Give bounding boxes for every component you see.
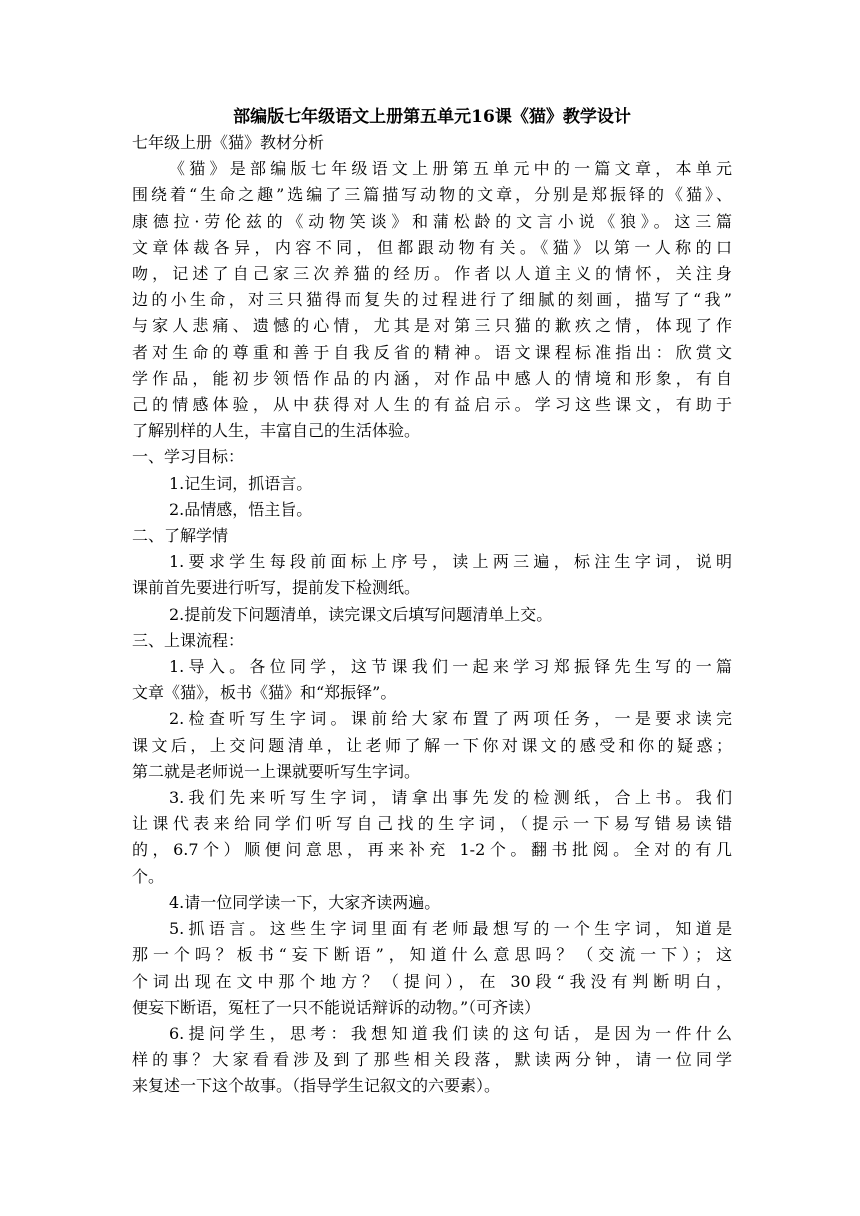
paragraph-line: 便妄下断语，冤枉了一只不能说话辩诉的动物。”（可齐读） [132,997,541,1017]
paragraph-line: 己的情感体验，从中获得对人生的有益启示。学习这些课文，有助于 [132,395,732,415]
section-heading-student-situation: 二、了解学情 [132,526,229,546]
flow-step-2 [132,706,732,785]
situation-item-2: 2.提前发下问题清单，读完课文后填写问题清单上交。 [169,604,553,624]
paragraph-line: 《猫》是部编版七年级语文上册第五单元中的一篇文章，本单元 [169,159,732,179]
paragraph-line: 学作品，能初步领悟作品的内涵，对作品中感人的情境和形象，有自 [132,368,732,388]
section-heading-goals: 一、学习目标： [132,447,245,467]
paragraph-line: 了解别样的人生，丰富自己的生活体验。 [132,421,421,441]
paragraph-line: 样的事？大家看看涉及到了那些相关段落，默读两分钟，请一位同学 [132,1050,732,1070]
paragraph-line: 第二就是老师说一上课就要听写生字词。 [132,761,421,781]
flow-step-1 [132,654,732,706]
paragraph-line: 6.提问学生，思考：我想知道我们读的这句话，是因为一件什么 [169,1023,732,1043]
paragraph-line: 吻，记述了自己家三次养猫的经历。作者以人道主义的情怀，关注身 [132,264,732,284]
flow-step-3 [132,785,732,890]
document-page [132,104,732,1100]
paragraph-line: 围绕着“生命之趣”选编了三篇描写动物的文章，分别是郑振铎的《猫》、 [132,185,732,205]
analysis-paragraph [132,156,732,444]
document-title: 部编版七年级语文上册第五单元16课《猫》教学设计 [233,107,631,127]
paragraph-line: 2.检查听写生字词。课前给大家布置了两项任务，一是要求读完 [169,709,732,729]
paragraph-line: 的，6.7个）顺便问意思，再来补充 1-2个。翻书批阅。全对的有几 [132,840,732,860]
paragraph-line: 个。 [132,866,165,886]
paragraph-line: 课文后，上交问题清单，让老师了解一下你对课文的感受和你的疑惑； [132,735,732,755]
goal-item: 1.记生词，抓语言。 [169,473,313,493]
paragraph-line: 个词出现在文中那个地方？（提问），在 30段“我没有判断明白， [132,971,732,991]
paragraph-line: 5.抓语言。这些生字词里面有老师最想写的一个生字词，知道是 [169,919,732,939]
paragraph-line: 文章体裁各异，内容不同，但都跟动物有关。《猫》以第一人称的口 [132,237,732,257]
section-heading-class-flow: 三、上课流程： [132,630,245,650]
paragraph-line: 那一个吗？板书“妄下断语”，知道什么意思吗？（交流一下）；这 [132,945,732,965]
paragraph-line: 让课代表来给同学们听写自己找的生字词，（提示一下易写错易读错 [132,814,732,834]
paragraph-line: 课前首先要进行听写，提前发下检测纸。 [132,578,421,598]
flow-step-5 [132,916,732,1021]
paragraph-line: 1.要求学生每段前面标上序号，读上两三遍，标注生字词，说明 [169,552,732,572]
flow-step-4: 4.请一位同学读一下，大家齐读两遍。 [169,892,441,912]
flow-step-6 [132,1021,732,1100]
paragraph-line: 与家人悲痛、遗憾的心情，尤其是对第三只猫的歉疚之情，体现了作 [132,316,732,336]
situation-item-1 [132,549,732,601]
paragraph-line: 来复述一下这个故事。（指导学生记叙文的六要素）。 [132,1076,501,1096]
paragraph-line: 3.我们先来听写生字词，请拿出事先发的检测纸，合上书。我们 [169,788,732,808]
goal-item: 2.品情感，悟主旨。 [169,499,313,519]
analysis-heading: 七年级上册《猫》教材分析 [132,133,325,152]
paragraph-line: 康德拉·劳伦兹的《动物笑谈》和蒲松龄的文言小说《狼》。这三篇 [132,211,732,231]
paragraph-line: 文章《猫》，板书《猫》和“郑振铎”。 [132,683,397,703]
paragraph-line: 边的小生命，对三只猫得而复失的过程进行了细腻的刻画，描写了“我” [132,290,732,310]
paragraph-line: 1.导入。各位同学，这节课我们一起来学习郑振铎先生写的一篇 [169,657,732,677]
paragraph-line: 者对生命的尊重和善于自我反省的精神。语文课程标准指出：欣赏文 [132,342,732,362]
